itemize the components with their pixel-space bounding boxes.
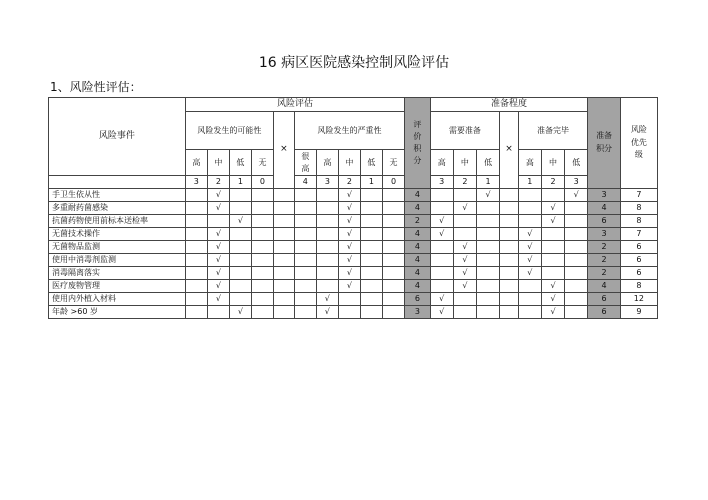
times-spacer-cell	[500, 306, 519, 319]
empty-cell	[565, 241, 588, 254]
table-row	[49, 254, 658, 267]
empty-cell	[251, 241, 273, 254]
risk-event-cell: 无菌物品监测	[49, 241, 186, 254]
table-row	[49, 241, 658, 254]
score-cell: 4	[405, 241, 431, 254]
check-mark: √	[207, 241, 229, 254]
header-score-text: 评价积分	[413, 120, 422, 165]
empty-cell	[294, 189, 316, 202]
check-mark: √	[229, 306, 251, 319]
check-mark: √	[477, 189, 500, 202]
empty-cell	[541, 254, 564, 267]
empty-cell	[229, 202, 251, 215]
empty-cell	[565, 202, 588, 215]
times-spacer-cell	[273, 267, 294, 280]
header-need-prep: 需要准备	[430, 112, 500, 150]
empty-cell	[518, 189, 541, 202]
empty-cell	[229, 241, 251, 254]
need-level-2: 低	[477, 150, 500, 176]
empty-cell	[185, 189, 207, 202]
prep-score-cell: 4	[588, 202, 620, 215]
empty-cell	[185, 215, 207, 228]
check-mark: √	[338, 228, 360, 241]
check-mark: √	[518, 241, 541, 254]
times-spacer-cell	[273, 189, 294, 202]
check-mark: √	[541, 306, 564, 319]
empty-cell	[316, 241, 338, 254]
need-points-0: 3	[430, 176, 453, 189]
priority-cell: 7	[620, 189, 657, 202]
empty-cell	[453, 189, 476, 202]
empty-cell	[541, 241, 564, 254]
header-times-1: ×	[273, 112, 294, 189]
empty-cell	[565, 254, 588, 267]
empty-cell	[430, 189, 453, 202]
check-mark: √	[453, 241, 476, 254]
empty-cell	[338, 306, 360, 319]
risk-event-cell: 使用内外植入材料	[49, 293, 186, 306]
empty-cell	[360, 267, 382, 280]
empty-cell	[185, 254, 207, 267]
empty-cell	[338, 293, 360, 306]
need-points-2: 1	[477, 176, 500, 189]
sev-points-0: 4	[294, 176, 316, 189]
score-cell: 4	[405, 202, 431, 215]
check-mark: √	[338, 241, 360, 254]
document-title: 16 病区医院感染控制风险评估	[258, 55, 450, 71]
prep-score-cell: 4	[588, 280, 620, 293]
empty-cell	[294, 202, 316, 215]
check-mark: √	[338, 215, 360, 228]
header-prep-score	[588, 98, 620, 189]
priority-cell: 8	[620, 202, 657, 215]
check-mark: √	[207, 189, 229, 202]
empty-cell	[229, 267, 251, 280]
empty-cell	[477, 267, 500, 280]
check-mark: √	[518, 254, 541, 267]
table-row	[49, 215, 658, 228]
table-row	[49, 189, 658, 202]
empty-cell	[565, 293, 588, 306]
check-mark: √	[541, 202, 564, 215]
check-mark: √	[565, 189, 588, 202]
priority-cell: 6	[620, 267, 657, 280]
prob-level-2: 低	[229, 150, 251, 176]
times-spacer-cell	[500, 254, 519, 267]
empty-cell	[518, 306, 541, 319]
check-mark: √	[207, 228, 229, 241]
score-cell: 4	[405, 280, 431, 293]
score-cell: 4	[405, 189, 431, 202]
check-mark: √	[430, 228, 453, 241]
empty-cell	[477, 280, 500, 293]
empty-cell	[185, 241, 207, 254]
empty-cell	[382, 241, 404, 254]
priority-cell: 7	[620, 228, 657, 241]
empty-cell	[251, 202, 273, 215]
priority-cell: 8	[620, 280, 657, 293]
times-spacer-cell	[273, 228, 294, 241]
empty-cell	[316, 280, 338, 293]
empty-cell	[294, 267, 316, 280]
empty-cell	[382, 293, 404, 306]
empty-cell	[251, 189, 273, 202]
check-mark: √	[207, 267, 229, 280]
check-mark: √	[453, 267, 476, 280]
sev-points-4: 0	[382, 176, 404, 189]
score-cell: 3	[405, 306, 431, 319]
times-spacer-cell	[273, 280, 294, 293]
times-spacer-cell	[273, 241, 294, 254]
check-mark: √	[338, 254, 360, 267]
header-prep-done: 准备完毕	[518, 112, 588, 150]
header-severity: 风险发生的严重性	[294, 112, 404, 150]
empty-cell	[565, 280, 588, 293]
times-spacer-cell	[273, 215, 294, 228]
empty-cell	[430, 267, 453, 280]
empty-cell	[316, 254, 338, 267]
check-mark: √	[453, 280, 476, 293]
done-points-0: 1	[518, 176, 541, 189]
need-level-0: 高	[430, 150, 453, 176]
risk-event-cell: 无菌技术操作	[49, 228, 186, 241]
sev-level-4: 无	[382, 150, 404, 176]
sev-level-2: 中	[338, 150, 360, 176]
header-priority-text: 风险优先级	[630, 124, 647, 160]
risk-event-cell: 多重耐药菌感染	[49, 202, 186, 215]
empty-cell	[453, 306, 476, 319]
done-points-2: 3	[565, 176, 588, 189]
check-mark: √	[518, 267, 541, 280]
table-row	[49, 306, 658, 319]
empty-cell	[294, 215, 316, 228]
sev-points-3: 1	[360, 176, 382, 189]
empty-cell	[382, 306, 404, 319]
prob-points-2: 1	[229, 176, 251, 189]
empty-cell	[453, 228, 476, 241]
empty-cell	[207, 215, 229, 228]
sev-points-1: 3	[316, 176, 338, 189]
prob-points-1: 2	[207, 176, 229, 189]
empty-cell	[477, 228, 500, 241]
empty-cell	[453, 293, 476, 306]
times-spacer-cell	[500, 189, 519, 202]
empty-cell	[360, 306, 382, 319]
check-mark: √	[338, 189, 360, 202]
empty-cell	[316, 189, 338, 202]
times-spacer-cell	[500, 280, 519, 293]
empty-cell	[360, 280, 382, 293]
empty-cell	[453, 215, 476, 228]
section-heading: 1、风险性评估：	[50, 80, 142, 94]
check-mark: √	[338, 280, 360, 293]
prep-score-cell: 2	[588, 254, 620, 267]
sev-points-2: 2	[338, 176, 360, 189]
prep-score-cell: 6	[588, 306, 620, 319]
check-mark: √	[430, 293, 453, 306]
empty-cell	[360, 293, 382, 306]
empty-cell	[185, 202, 207, 215]
done-points-1: 2	[541, 176, 564, 189]
times-spacer-cell	[500, 293, 519, 306]
empty-cell	[185, 306, 207, 319]
risk-event-cell: 年龄 >60 岁	[49, 306, 186, 319]
empty-cell	[360, 241, 382, 254]
empty-cell	[229, 280, 251, 293]
sev-level-0	[294, 150, 316, 176]
prob-level-0: 高	[185, 150, 207, 176]
empty-cell	[382, 202, 404, 215]
check-mark: √	[207, 280, 229, 293]
header-risk-event: 风险事件	[49, 98, 186, 176]
empty-cell	[518, 215, 541, 228]
empty-cell	[541, 228, 564, 241]
table-row	[49, 267, 658, 280]
empty-cell	[294, 254, 316, 267]
table-row	[49, 202, 658, 215]
times-spacer-cell	[500, 202, 519, 215]
header-prep-score-text: 准备积分	[596, 131, 613, 153]
prob-level-3: 无	[251, 150, 273, 176]
empty-cell	[251, 254, 273, 267]
empty-cell	[360, 189, 382, 202]
check-mark: √	[518, 228, 541, 241]
check-mark: √	[453, 254, 476, 267]
empty-cell	[565, 267, 588, 280]
empty-cell	[541, 189, 564, 202]
table-row	[49, 293, 658, 306]
priority-cell: 6	[620, 254, 657, 267]
check-mark: √	[541, 215, 564, 228]
check-mark: √	[316, 293, 338, 306]
empty-cell	[251, 306, 273, 319]
times-spacer-cell	[273, 202, 294, 215]
empty-cell	[477, 306, 500, 319]
empty-cell	[565, 306, 588, 319]
risk-event-cell: 医疗废物管理	[49, 280, 186, 293]
empty-cell	[477, 254, 500, 267]
table-row	[49, 280, 658, 293]
prep-score-cell: 6	[588, 215, 620, 228]
check-mark: √	[453, 202, 476, 215]
check-mark: √	[430, 215, 453, 228]
points-row-blank	[49, 176, 186, 189]
empty-cell	[251, 228, 273, 241]
empty-cell	[229, 189, 251, 202]
prep-score-cell: 2	[588, 241, 620, 254]
empty-cell	[541, 267, 564, 280]
empty-cell	[382, 228, 404, 241]
check-mark: √	[207, 202, 229, 215]
prep-score-cell: 2	[588, 267, 620, 280]
prob-level-1: 中	[207, 150, 229, 176]
check-mark: √	[541, 280, 564, 293]
empty-cell	[430, 280, 453, 293]
empty-cell	[294, 228, 316, 241]
empty-cell	[382, 215, 404, 228]
empty-cell	[360, 215, 382, 228]
empty-cell	[518, 293, 541, 306]
score-cell: 4	[405, 267, 431, 280]
risk-event-cell: 消毒隔离落实	[49, 267, 186, 280]
priority-cell: 8	[620, 215, 657, 228]
empty-cell	[477, 202, 500, 215]
empty-cell	[477, 215, 500, 228]
empty-cell	[185, 228, 207, 241]
check-mark: √	[207, 254, 229, 267]
empty-cell	[430, 241, 453, 254]
sev-level-3: 低	[360, 150, 382, 176]
empty-cell	[565, 215, 588, 228]
prob-points-3: 0	[251, 176, 273, 189]
empty-cell	[316, 267, 338, 280]
check-mark: √	[316, 306, 338, 319]
need-level-1: 中	[453, 150, 476, 176]
check-mark: √	[207, 293, 229, 306]
need-points-1: 2	[453, 176, 476, 189]
score-cell: 4	[405, 228, 431, 241]
check-mark: √	[229, 215, 251, 228]
risk-event-cell: 抗菌药物使用前标本送检率	[49, 215, 186, 228]
header-score	[405, 98, 431, 189]
empty-cell	[251, 267, 273, 280]
score-cell: 4	[405, 254, 431, 267]
prep-score-cell: 3	[588, 228, 620, 241]
empty-cell	[477, 241, 500, 254]
empty-cell	[518, 280, 541, 293]
empty-cell	[316, 202, 338, 215]
empty-cell	[229, 293, 251, 306]
empty-cell	[360, 228, 382, 241]
header-times-2: ×	[500, 112, 519, 189]
times-spacer-cell	[500, 267, 519, 280]
header-probability: 风险发生的可能性	[185, 112, 273, 150]
score-cell: 2	[405, 215, 431, 228]
risk-event-cell: 手卫生依从性	[49, 189, 186, 202]
empty-cell	[294, 241, 316, 254]
times-spacer-cell	[500, 241, 519, 254]
empty-cell	[294, 306, 316, 319]
empty-cell	[229, 228, 251, 241]
table-row	[49, 228, 658, 241]
prob-points-0: 3	[185, 176, 207, 189]
priority-cell: 6	[620, 241, 657, 254]
score-cell: 6	[405, 293, 431, 306]
header-priority	[620, 98, 657, 189]
times-spacer-cell	[273, 306, 294, 319]
empty-cell	[294, 293, 316, 306]
empty-cell	[185, 280, 207, 293]
risk-assessment-table	[48, 97, 658, 319]
empty-cell	[185, 293, 207, 306]
empty-cell	[251, 293, 273, 306]
empty-cell	[316, 228, 338, 241]
risk-event-cell: 使用中消毒剂监测	[49, 254, 186, 267]
empty-cell	[518, 202, 541, 215]
done-level-2: 低	[565, 150, 588, 176]
empty-cell	[382, 189, 404, 202]
empty-cell	[382, 267, 404, 280]
empty-cell	[565, 228, 588, 241]
empty-cell	[360, 254, 382, 267]
priority-cell: 12	[620, 293, 657, 306]
sev-level-1: 高	[316, 150, 338, 176]
empty-cell	[360, 202, 382, 215]
check-mark: √	[541, 293, 564, 306]
times-spacer-cell	[500, 215, 519, 228]
empty-cell	[430, 254, 453, 267]
prep-score-cell: 6	[588, 293, 620, 306]
empty-cell	[316, 215, 338, 228]
check-mark: √	[338, 202, 360, 215]
check-mark: √	[338, 267, 360, 280]
header-preparedness: 准备程度	[430, 98, 588, 112]
empty-cell	[382, 254, 404, 267]
priority-cell: 9	[620, 306, 657, 319]
empty-cell	[382, 280, 404, 293]
empty-cell	[294, 280, 316, 293]
done-level-1: 中	[541, 150, 564, 176]
empty-cell	[207, 306, 229, 319]
empty-cell	[229, 254, 251, 267]
empty-cell	[477, 293, 500, 306]
check-mark: √	[430, 306, 453, 319]
times-spacer-cell	[273, 254, 294, 267]
empty-cell	[185, 267, 207, 280]
prep-score-cell: 3	[588, 189, 620, 202]
empty-cell	[251, 280, 273, 293]
times-spacer-cell	[500, 228, 519, 241]
header-risk-assessment: 风险评估	[185, 98, 404, 112]
empty-cell	[430, 202, 453, 215]
sev-level-text-0: 很高	[301, 151, 310, 173]
empty-cell	[251, 215, 273, 228]
times-spacer-cell	[273, 293, 294, 306]
done-level-0: 高	[518, 150, 541, 176]
